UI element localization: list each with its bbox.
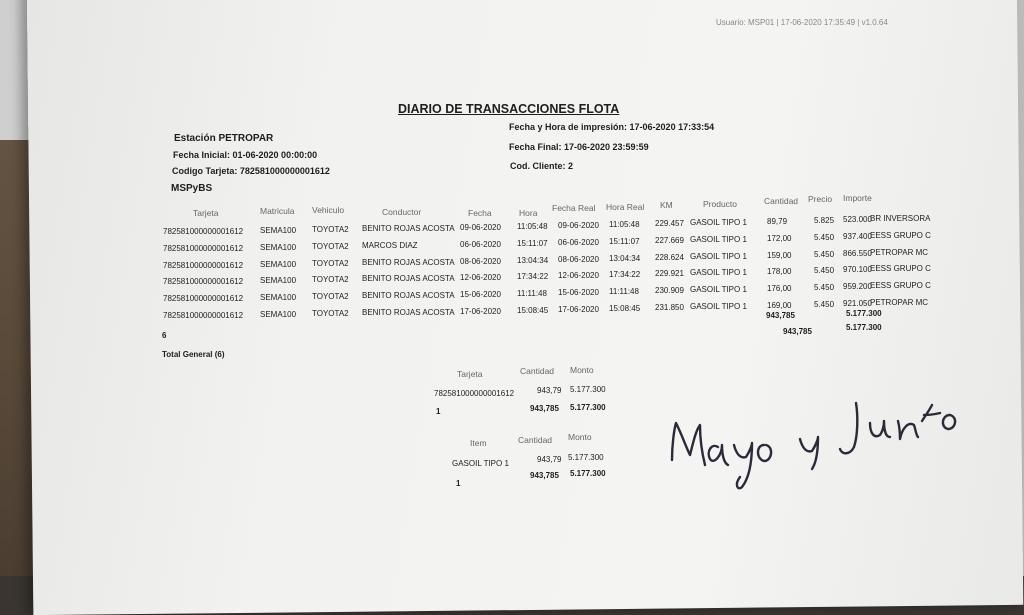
- table-cell: TOYOTA2: [312, 275, 349, 285]
- summary-item-header: Monto: [568, 432, 592, 442]
- table-cell: 178,00: [767, 267, 792, 277]
- table-cell: EESS GRUPO C: [870, 264, 931, 274]
- table-cell: 11:05:48: [517, 222, 548, 231]
- table-cell: GASOIL TIPO 1: [690, 302, 747, 311]
- table-cell: 5.450: [814, 283, 835, 293]
- table-cell: 782581000000001612: [163, 311, 244, 320]
- table-cell: TOYOTA2: [312, 225, 349, 234]
- table-cell: 11:11:48: [517, 289, 547, 299]
- fecha-final: Fecha Final: 17-06-2020 23:59:59: [509, 142, 649, 152]
- column-header: Producto: [703, 199, 738, 209]
- table-cell: 229.921: [655, 269, 684, 279]
- table-cell: TOYOTA2: [312, 309, 349, 318]
- table-cell: BENITO ROJAS ACOSTA: [362, 224, 455, 233]
- table-cell: 782581000000001612: [163, 227, 244, 236]
- column-header: Vehiculo: [312, 205, 345, 215]
- table-cell: BENITO ROJAS ACOSTA: [362, 257, 455, 267]
- table-cell: 15-06-2020: [460, 290, 501, 300]
- table-cell: 06-06-2020: [558, 237, 599, 247]
- table-cell: 15:08:45: [517, 306, 549, 315]
- table-cell: 13:04:34: [609, 253, 641, 263]
- summary-tarjeta-total: 5.177.300: [570, 403, 606, 412]
- summary-tarjeta-total: 943,785: [530, 404, 559, 413]
- table-cell: BENITO ROJAS ACOSTA: [362, 291, 455, 301]
- table-cell: 17:34:22: [517, 272, 549, 282]
- table-cell: 169,00: [767, 301, 792, 310]
- table-cell: 159,00: [767, 250, 792, 260]
- subtotal-cantidad: 943,785: [766, 311, 795, 320]
- table-cell: 15-06-2020: [558, 288, 599, 298]
- table-cell: 937.400: [843, 231, 872, 241]
- column-header: Precio: [808, 194, 833, 204]
- cliente-name: MSPyBS: [171, 183, 213, 194]
- table-cell: 523.000: [843, 215, 872, 224]
- summary-tarjeta-header: Cantidad: [520, 366, 555, 376]
- table-cell: SEMA100: [260, 226, 297, 235]
- table-cell: MARCOS DIAZ: [362, 240, 418, 250]
- summary-item-header: Item: [470, 438, 487, 448]
- table-cell: PETROPAR MC: [870, 298, 929, 307]
- table-cell: 17-06-2020: [460, 307, 501, 316]
- table-cell: 176,00: [767, 284, 792, 294]
- summary-tarjeta-cell: 5.177.300: [570, 385, 606, 394]
- table-cell: 5.450: [814, 300, 835, 309]
- table-cell: 11:11:48: [609, 287, 639, 297]
- summary-item-total: 5.177.300: [570, 469, 606, 478]
- summary-tarjeta-header: Monto: [570, 365, 594, 375]
- table-cell: 15:11:07: [517, 238, 548, 248]
- table-cell: 09-06-2020: [460, 223, 501, 232]
- summary-tarjeta-header: Tarjeta: [457, 369, 483, 379]
- table-cell: 231.850: [655, 303, 684, 312]
- table-cell: TOYOTA2: [312, 241, 349, 251]
- table-cell: 5.825: [814, 216, 835, 225]
- table-cell: SEMA100: [260, 242, 297, 252]
- table-cell: 228.624: [655, 252, 684, 262]
- table-cell: 5.450: [814, 266, 835, 276]
- table-cell: GASOIL TIPO 1: [690, 234, 747, 244]
- table-cell: 229.457: [655, 219, 684, 228]
- table-cell: 970.100: [843, 265, 872, 275]
- table-cell: 921.050: [843, 299, 872, 308]
- table-cell: TOYOTA2: [312, 258, 349, 268]
- summary-tarjeta-cell: 782581000000001612: [434, 389, 515, 398]
- table-cell: 782581000000001612: [163, 243, 244, 253]
- total-general-label: Total General (6): [162, 350, 225, 359]
- fecha-impresion: Fecha y Hora de impresión: 17-06-2020 17:33:54: [509, 122, 715, 132]
- table-cell: 15:08:45: [609, 304, 641, 313]
- table-cell: 17:34:22: [609, 270, 641, 280]
- table-cell: 08-06-2020: [558, 254, 599, 264]
- summary-item-header: Cantidad: [518, 435, 553, 445]
- table-cell: 866.550: [843, 248, 872, 258]
- table-cell: GASOIL TIPO 1: [690, 268, 747, 278]
- table-cell: 782581000000001612: [163, 294, 244, 304]
- table-cell: 172,00: [767, 233, 792, 243]
- table-cell: SEMA100: [260, 259, 297, 269]
- table-cell: 230.909: [655, 286, 684, 296]
- table-cell: BR INVERSORA: [870, 214, 931, 223]
- table-cell: TOYOTA2: [312, 292, 349, 302]
- table-cell: 959.200: [843, 282, 872, 292]
- table-cell: GASOIL TIPO 1: [690, 285, 747, 295]
- summary-tarjeta-cell: 943,79: [537, 386, 562, 395]
- table-cell: SEMA100: [260, 293, 297, 303]
- summary-item-cell: 943,79: [537, 455, 562, 464]
- table-cell: SEMA100: [260, 276, 297, 286]
- table-cell: BENITO ROJAS ACOSTA: [362, 274, 455, 284]
- handwriting-strokes: [672, 403, 955, 488]
- table-cell: BENITO ROJAS ACOSTA: [362, 308, 455, 317]
- cod-cliente: Cod. Cliente: 2: [510, 161, 574, 171]
- table-cell: 06-06-2020: [460, 239, 501, 249]
- fecha-inicial: Fecha Inicial: 01-06-2020 00:00:00: [173, 150, 318, 160]
- table-cell: 227.669: [655, 235, 684, 245]
- table-cell: 12-06-2020: [460, 273, 501, 283]
- total-general-cantidad: 943,785: [783, 327, 812, 336]
- codigo-tarjeta: Codigo Tarjeta: 782581000000001612: [172, 166, 330, 176]
- table-cell: 782581000000001612: [163, 260, 244, 270]
- table-cell: 11:05:48: [609, 220, 640, 229]
- estacion: Estación PETROPAR: [174, 133, 274, 144]
- column-header: Conductor: [382, 207, 422, 217]
- table-cell: 782581000000001612: [163, 277, 244, 287]
- column-header: Tarjeta: [193, 208, 219, 218]
- summary-item-total: 1: [456, 479, 461, 488]
- subtotal-count: 6: [162, 331, 167, 340]
- usuario-line: Usuario: MSP01 | 17-06-2020 17:35:49 | v1.0.64: [716, 18, 888, 27]
- summary-item-cell: 5.177.300: [568, 453, 604, 462]
- page-title: DIARIO DE TRANSACCIONES FLOTA: [398, 102, 620, 116]
- column-header: Cantidad: [764, 196, 799, 206]
- table-cell: GASOIL TIPO 1: [690, 218, 747, 227]
- column-header: Hora Real: [606, 202, 645, 212]
- table-cell: 08-06-2020: [460, 256, 501, 266]
- table-cell: 5.450: [814, 232, 835, 242]
- handwriting-text: Mayo y Junio: [660, 385, 666, 386]
- table-cell: 17-06-2020: [558, 305, 599, 314]
- total-general-monto: 5.177.300: [846, 323, 882, 332]
- table-cell: 15:11:07: [609, 236, 640, 246]
- summary-item-total: 943,785: [530, 471, 559, 480]
- table-cell: EESS GRUPO C: [870, 281, 931, 291]
- handwritten-note: [660, 385, 960, 495]
- summary-tarjeta-total: 1: [436, 407, 441, 416]
- table-cell: 09-06-2020: [558, 221, 599, 230]
- column-header: Matricula: [260, 206, 295, 216]
- column-header: Fecha Real: [552, 203, 596, 213]
- column-header: Importe: [843, 193, 872, 203]
- column-header: Fecha: [468, 208, 492, 218]
- table-cell: EESS GRUPO C: [870, 230, 931, 240]
- column-header: KM: [660, 200, 673, 210]
- table-cell: 13:04:34: [517, 255, 549, 265]
- summary-item-cell: GASOIL TIPO 1: [452, 459, 509, 468]
- table-cell: PETROPAR MC: [870, 247, 929, 257]
- subtotal-monto: 5.177.300: [846, 309, 882, 318]
- column-header: Hora: [519, 208, 538, 218]
- table-cell: GASOIL TIPO 1: [690, 251, 747, 261]
- table-cell: 12-06-2020: [558, 271, 599, 281]
- table-cell: 5.450: [814, 249, 835, 259]
- table-cell: 89,79: [767, 217, 788, 226]
- table-cell: SEMA100: [260, 310, 297, 319]
